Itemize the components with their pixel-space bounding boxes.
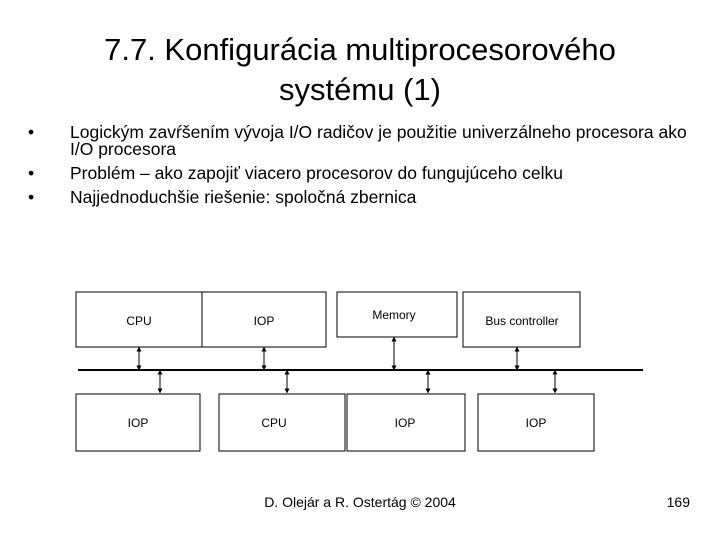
- bullet-item: • Problém – ako zapojiť viacero procesorov do fungujúceho celku: [28, 165, 698, 182]
- label-bus-controller: Bus controller: [485, 314, 559, 328]
- label-iop-bottom-1: IOP: [127, 416, 149, 430]
- label-iop-top: IOP: [253, 314, 275, 328]
- bullet-item: • Logickým zavŕšením vývoja I/O radičov je použitie univerzálneho procesora ako I/O procesora: [28, 124, 698, 158]
- bullet-item: • Najjednoduchšie riešenie: spoločná zbernica: [28, 189, 698, 206]
- label-cpu-top: CPU: [126, 314, 152, 328]
- title-line-1: 7.7. Konfigurácia multiprocesorového: [104, 32, 616, 67]
- label-cpu-bottom: CPU: [261, 416, 287, 430]
- page-number: 169: [666, 494, 690, 510]
- title-line-2: systému (1): [279, 72, 441, 107]
- label-iop-bottom-2: IOP: [394, 416, 416, 430]
- label-iop-bottom-3: IOP: [525, 416, 547, 430]
- footer-credit: D. Olejár a R. Ostertág © 2004: [264, 494, 456, 510]
- label-memory: Memory: [372, 308, 416, 322]
